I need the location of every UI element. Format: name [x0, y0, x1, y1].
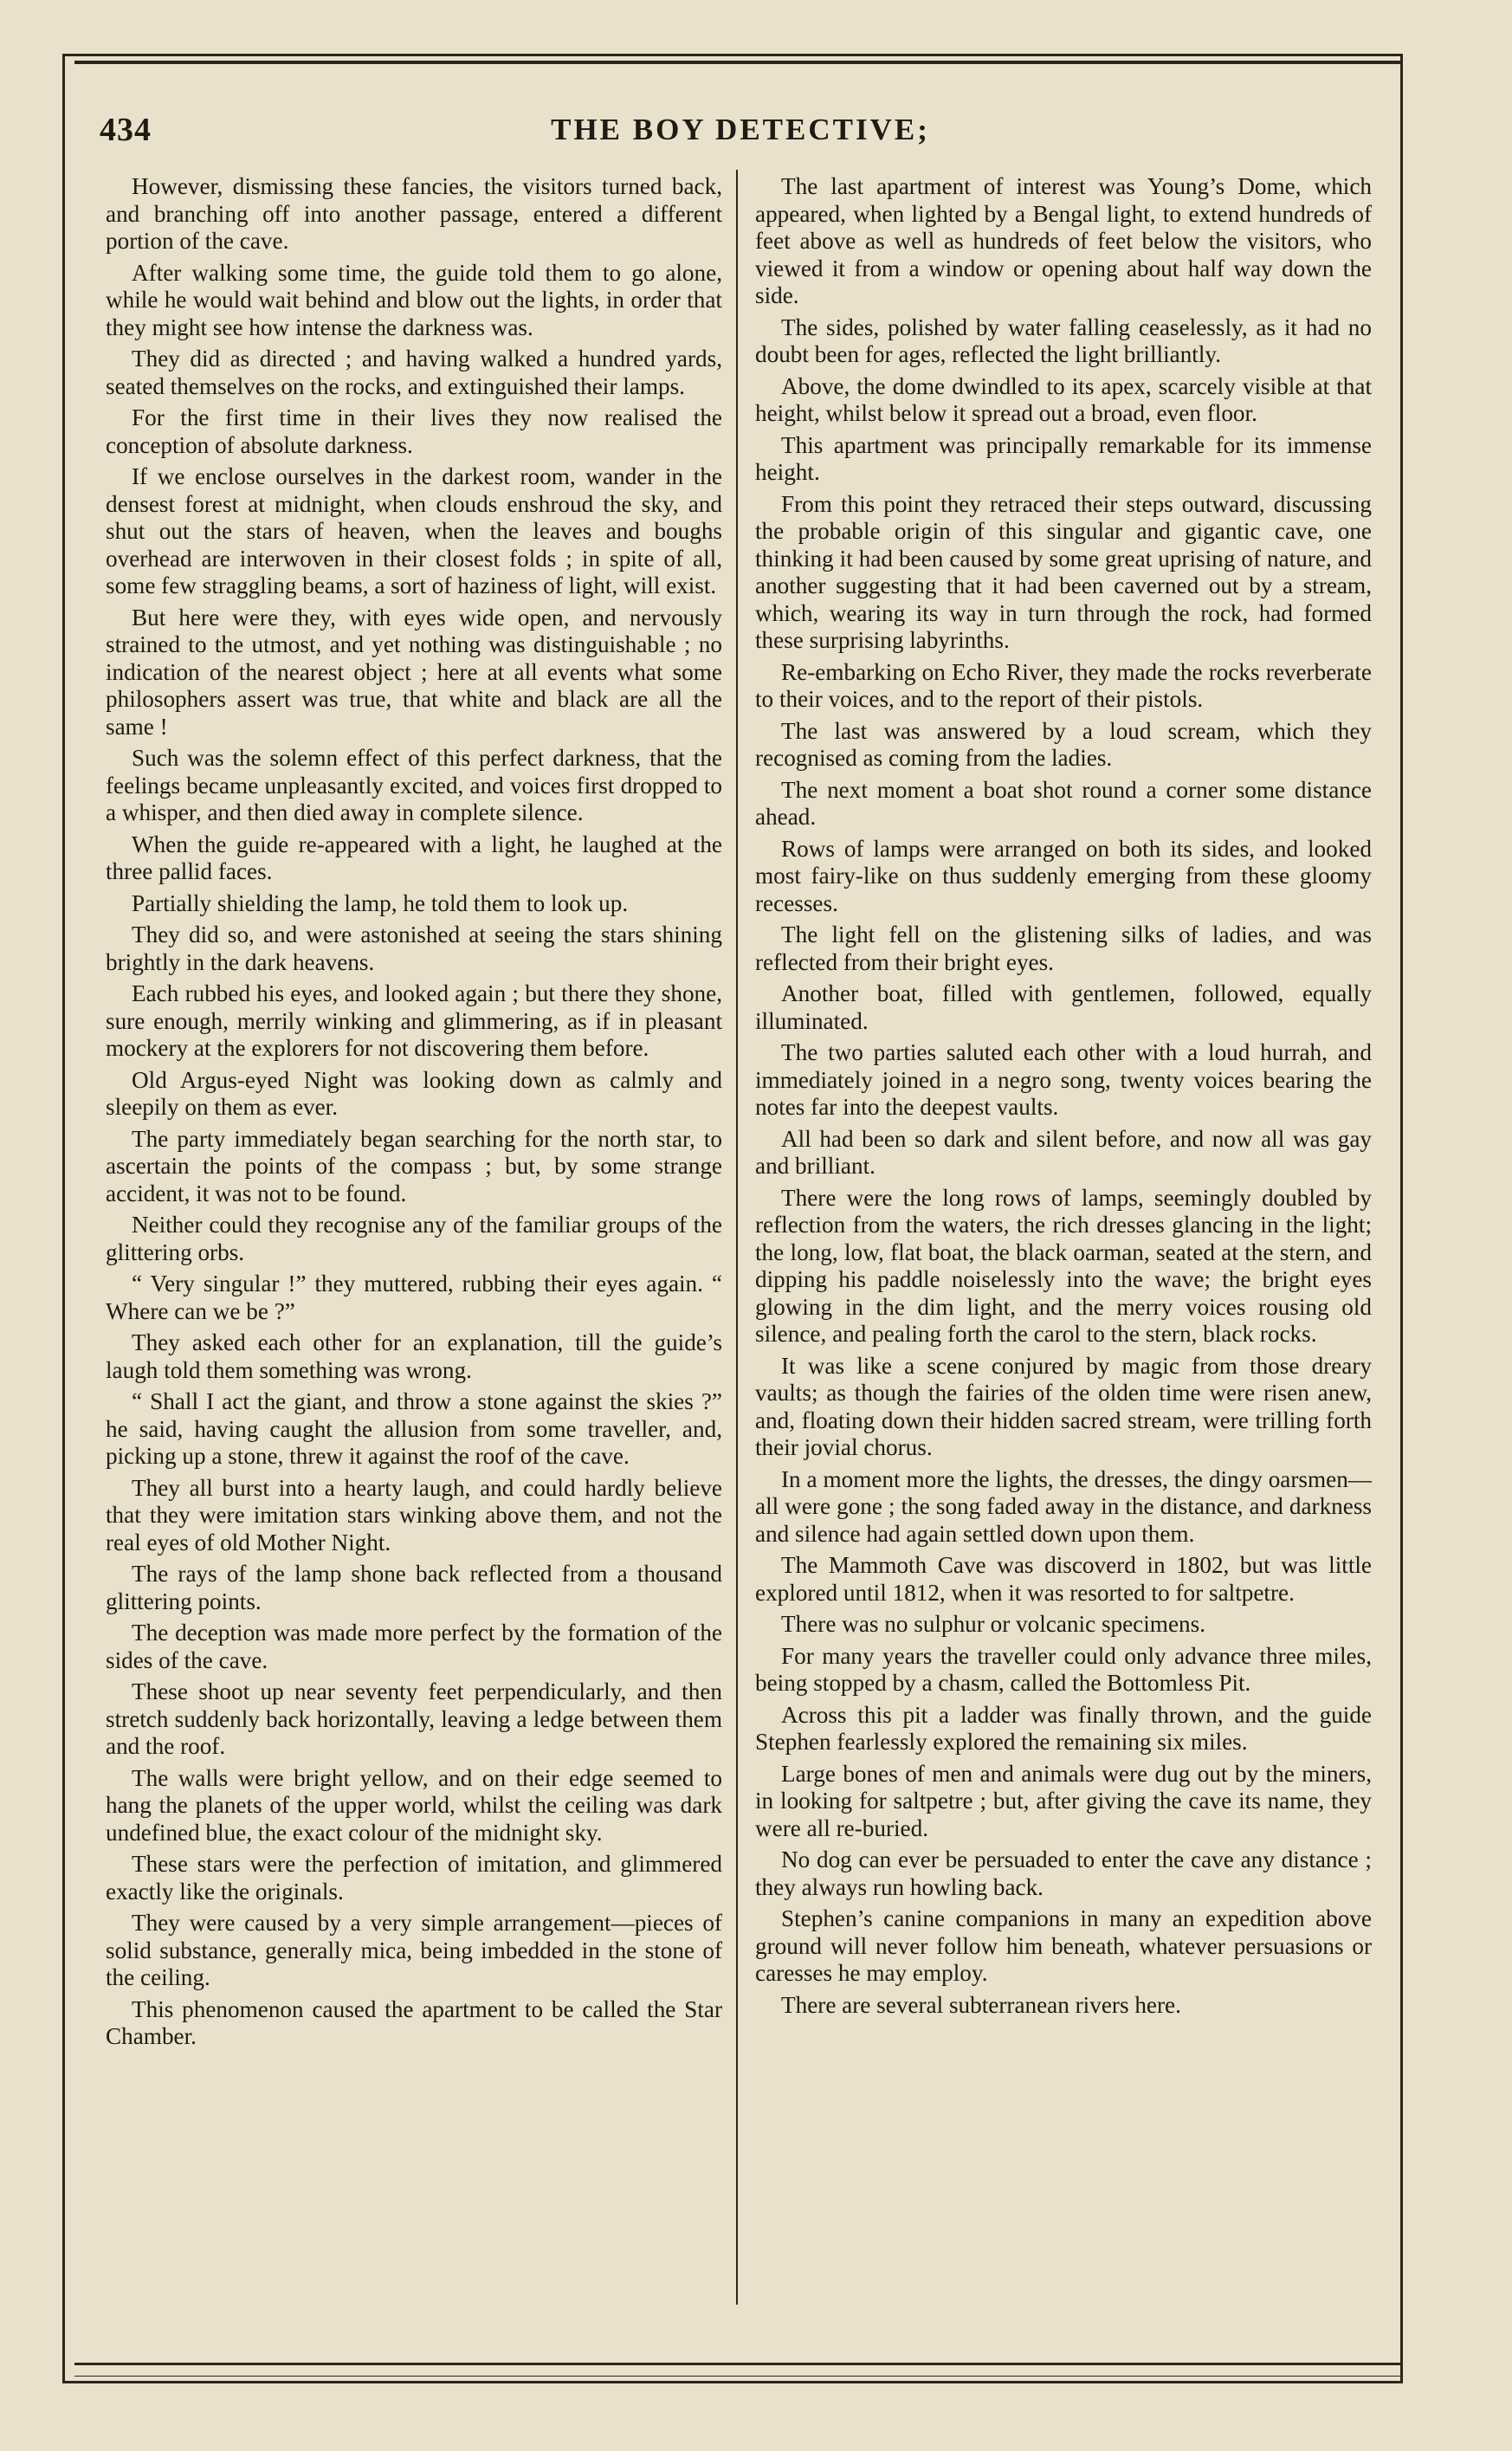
right-column	[755, 173, 1372, 2023]
paragraph: No dog can ever be persuaded to enter the cave any distance ; they always run howling back.	[755, 1846, 1372, 1900]
paragraph: They were caused by a very simple arrangement—pieces of solid substance, generally mica, being imbedded in the stone of the ceiling.	[106, 1910, 722, 1990]
paragraph: The walls were bright yellow, and on their edge seemed to hang the planets of the upper world, whilst the ceiling was dark undefined blue, the exact colour of the midnight sky.	[106, 1764, 722, 1846]
paragraph: After walking some time, the guide told them to go alone, while he would wait behind and blow out the lights, in order that they might see how intense the darkness was.	[106, 259, 722, 340]
paragraph: The party immediately began searching for the north star, to ascertain the points of the compass ; but, by some strange accident, it was not to be found.	[106, 1125, 722, 1206]
paragraph: They all burst into a hearty laugh, and could hardly believe that they were imitation stars winking above them, and not the real eyes of old Mother Night.	[106, 1474, 722, 1555]
paragraph: Another boat, filled with gentlemen, followed, equally illuminated.	[755, 980, 1372, 1034]
paragraph: They did as directed ; and having walked a hundred yards, seated themselves on the rocks, and extinguished their lamps.	[106, 346, 722, 399]
left-column	[106, 173, 722, 2055]
paragraph: Above, the dome dwindled to its apex, scarcely visible at that height, whilst below it spread out a broad, even floor.	[755, 372, 1372, 426]
paragraph: This apartment was principally remarkable for its immense height.	[755, 431, 1372, 485]
paragraph: They asked each other for an explanation, till the guide’s laugh told them something was wrong.	[106, 1329, 722, 1383]
paragraph: There are several subterranean rivers here.	[781, 1991, 1181, 2018]
paragraph: When the guide re-appeared with a light, he laughed at the three pallid faces.	[106, 831, 722, 884]
paragraph: In a moment more the lights, the dresses, the dingy oarsmen—all were gone ; the song faded away in the distance, and darkness and silence had again settled down upon them.	[755, 1465, 1372, 1547]
paragraph: Each rubbed his eyes, and looked again ; but there they shone, sure enough, merrily winking and glimmering, as if in pleasant mockery at the explorers for not discovering them before.	[106, 980, 722, 1061]
paragraph: These shoot up near seventy feet perpendicularly, and then stretch suddenly back horizontally, leaving a ledge between them and the roof.	[106, 1678, 722, 1759]
paragraph: The Mammoth Cave was discoverd in 1802, but was little explored until 1812, when it was resorted to for saltpetre.	[755, 1552, 1372, 1606]
paragraph: The deception was made more perfect by the formation of the sides of the cave.	[106, 1620, 722, 1673]
paragraph: There was no sulphur or volcanic specimens.	[781, 1611, 1205, 1637]
paragraph: “ Shall I act the giant, and throw a stone against the skies ?” he said, having caught the allusion from some traveller, and, picking up a stone, threw it against the roof of the cave.	[106, 1388, 722, 1469]
paragraph: The next moment a boat shot round a corner some distance ahead.	[755, 776, 1372, 830]
paragraph: There were the long rows of lamps, seemingly doubled by reflection from the waters, the rich dresses glancing in the light; the long, low, flat boat, the black oarman, seated at the stern, and dipping his paddle noiselessly into the wave; the bright eyes glowing in the dim light, and the merry voices rousing old silence, and pealing forth the carol to the stern, black rocks.	[755, 1184, 1372, 1347]
paragraph: However, dismissing these fancies, the visitors turned back, and branching off into another passage, entered a different portion of the cave.	[106, 173, 722, 254]
paragraph: Partially shielding the lamp, he told them to look up.	[132, 889, 629, 916]
paragraph: These stars were the perfection of imitation, and glimmered exactly like the originals.	[106, 1851, 722, 1905]
paragraph: The last was answered by a loud scream, which they recognised as coming from the ladies.	[755, 717, 1372, 771]
paragraph: Large bones of men and animals were dug out by the miners, in looking for saltpetre ; but, after giving the cave its name, they were all re-buried.	[755, 1760, 1372, 1841]
paragraph: For many years the traveller could only advance three miles, being stopped by a chasm, called the Bottomless Pit.	[755, 1642, 1372, 1696]
paragraph: Old Argus-eyed Night was looking down as calmly and sleepily on them as ever.	[106, 1066, 722, 1120]
paragraph: For the first time in their lives they now realised the conception of absolute darkness.	[106, 404, 722, 458]
paragraph: This phenomenon caused the apartment to be called the Star Chamber.	[106, 1995, 722, 2049]
paragraph: They did so, and were astonished at seeing the stars shining brightly in the dark heavens.	[106, 922, 722, 975]
paragraph: If we enclose ourselves in the darkest room, wander in the densest forest at midnight, when clouds enshroud the sky, and shut out the stars of heaven, when the leaves and boughs overhead are interwoven in their closest folds ; in spite of all, some few straggling beams, a sort of haziness of light, will exist.	[106, 463, 722, 598]
paragraph: Across this pit a ladder was finally thrown, and the guide Stephen fearlessly explored the remaining six miles.	[755, 1701, 1372, 1755]
paragraph: The rays of the lamp shone back reflected from a thousand glittering points.	[106, 1561, 722, 1614]
column-divider	[736, 170, 738, 2305]
bottom-rule	[74, 2363, 1403, 2365]
paragraph: All had been so dark and silent before, and now all was gay and brilliant.	[755, 1125, 1372, 1179]
paragraph: But here were they, with eyes wide open, and nervously strained to the utmost, and yet nothing was distinguishable ; no indication of the nearest object ; here at all events what some philosophers assert was true, that white and black are all the same !	[106, 604, 722, 740]
paragraph: The sides, polished by water falling ceaselessly, as it had no doubt been for ages, reflected the light brilliantly.	[755, 314, 1372, 367]
paragraph: Such was the solemn effect of this perfect darkness, that the feelings became unpleasantly excited, and voices first dropped to a whisper, and then died away in complete silence.	[106, 745, 722, 825]
bottom-rule-thin	[74, 2376, 1403, 2377]
paragraph: Neither could they recognise any of the familiar groups of the glittering orbs.	[106, 1212, 722, 1265]
paragraph: The last apartment of interest was Young’s Dome, which appeared, when lighted by a Bengal light, to extend hundreds of feet above as well as hundreds of feet below the visitors, who viewed it from a window or opening about half way down the side.	[755, 173, 1372, 308]
running-title: THE BOY DETECTIVE;	[551, 113, 930, 146]
page-header	[100, 106, 1381, 158]
paragraph: It was like a scene conjured by magic from those dreary vaults; as though the fairies of the olden time were risen anew, and, floating down their hidden sacred stream, were trilling forth their jovial chorus.	[755, 1352, 1372, 1460]
paragraph: From this point they retraced their steps outward, discussing the probable origin of this singular and gigantic cave, one thinking it had been caused by some great uprising of nature, and another suggesting that it had been caverned out by a stream, which, wearing its way in turn through the rock, had formed these surprising labyrinths.	[755, 490, 1372, 653]
paragraph: Rows of lamps were arranged on both its sides, and looked most fairy-like on thus suddenly emerging from these gloomy recesses.	[755, 835, 1372, 916]
paragraph: The two parties saluted each other with a loud hurrah, and immediately joined in a negro song, twenty voices bearing the notes far into the deepest vaults.	[755, 1039, 1372, 1120]
paragraph: The light fell on the glistening silks of ladies, and was reflected from their bright eyes.	[755, 922, 1372, 975]
paragraph: Re-embarking on Echo River, they made the rocks reverberate to their voices, and to the report of their pistols.	[755, 658, 1372, 712]
page-number: 434	[100, 112, 152, 148]
top-rule	[74, 61, 1403, 64]
paragraph: Stephen’s canine companions in many an expedition above ground will never follow him beneath, whatever persuasions or caresses he may employ.	[755, 1905, 1372, 1986]
paragraph: “ Very singular !” they muttered, rubbing their eyes again. “ Where can we be ?”	[106, 1271, 722, 1324]
